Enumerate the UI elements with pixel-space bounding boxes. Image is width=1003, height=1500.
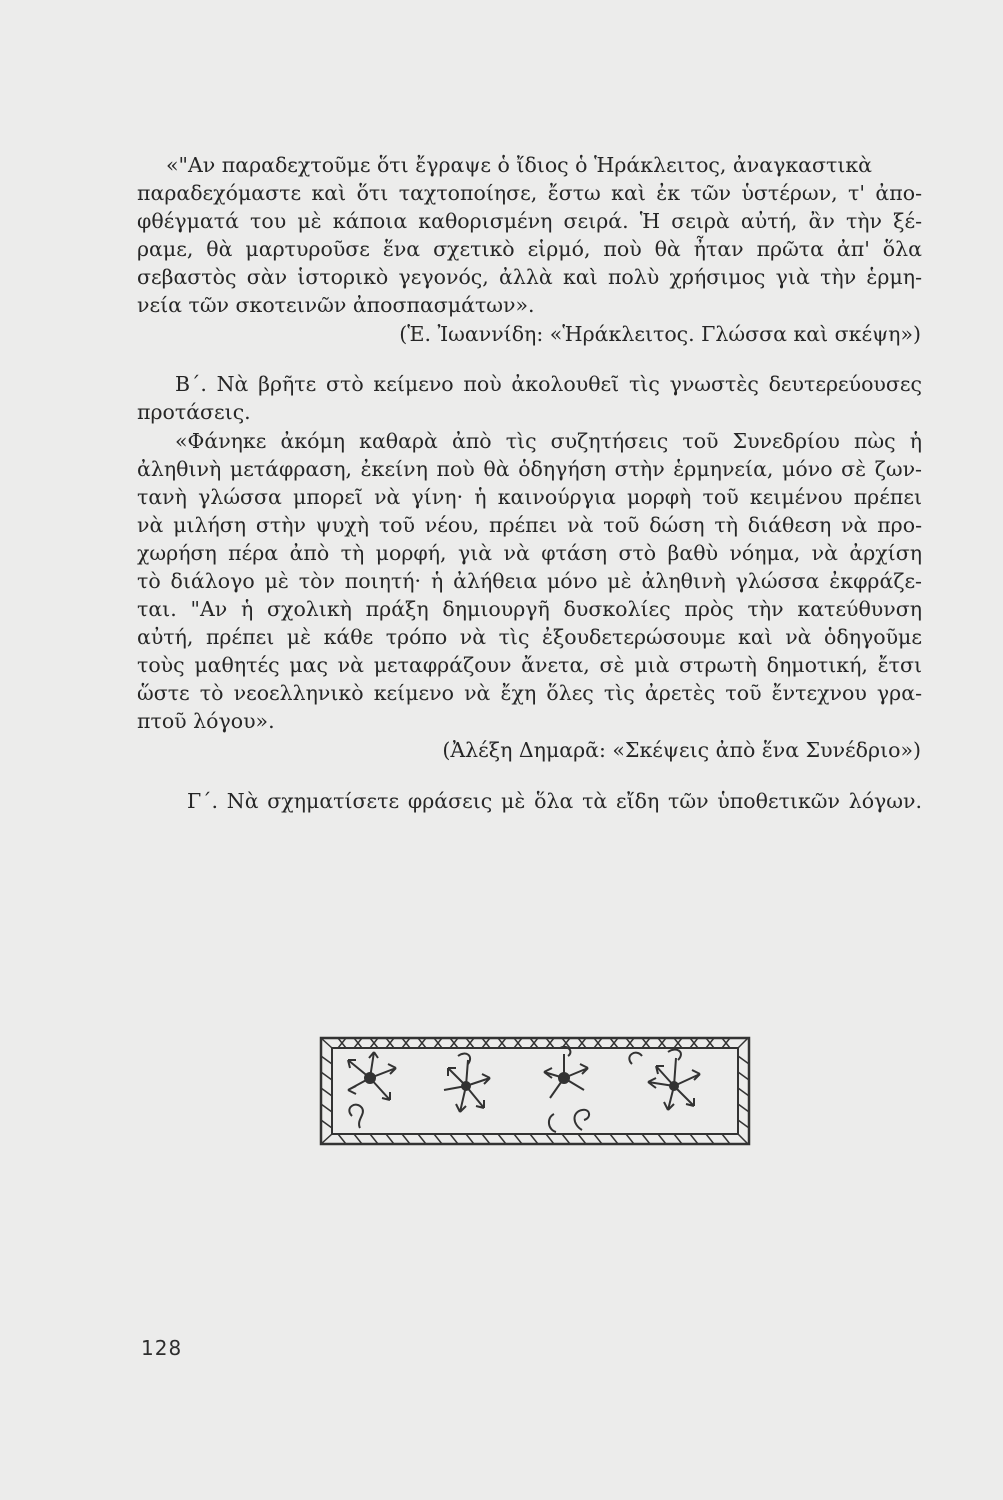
quote1-line-1: «"Αν παραδεχτοῦμε ὅτι ἔγραψε ὁ ἴδιος ὁ Ἡράκλειτος, ἀναγκαστικὰ [166,153,873,177]
decorative-floral-border-icon [318,1034,752,1148]
quote2-line-5: χωρήση πέρα ἀπὸ τὴ μορφή, γιὰ νὰ φτάση στὸ βαθὺ νόημα, νὰ ἀρχίση [137,541,922,565]
quote2-line-6: τὸ διάλογο μὲ τὸν ποιητή· ἡ ἀλήθεια μόνο μὲ ἀληθινὴ γλώσσα ἐκφράζε- [137,569,922,593]
quote2-line-4: νὰ μιλήση στὴν ψυχὴ τοῦ νέου, πρέπει νὰ τοῦ δώση τὴ διάθεση νὰ προ- [137,513,922,537]
page-number: 128 [141,1336,183,1360]
quote1-line-4: ραμε, θὰ μαρτυροῦσε ἕνα σχετικὸ εἱρμό, ποὺ θὰ ἦταν πρῶτα ἀπ' ὅλα [137,237,922,261]
quote1-line-5: σεβαστὸς σὰν ἱστορικὸ γεγονός, ἀλλὰ καὶ πολὺ χρήσιμος γιὰ τὴν ἑρμη- [137,265,922,289]
exercise-b-line-1: Β΄. Νὰ βρῆτε στὸ κείμενο ποὺ ἀκολουθεῖ τὶς γνωστὲς δευτερεύουσες [175,372,922,396]
quote1-line-6: νεία τῶν σκοτεινῶν ἀποσπασμάτων». [137,293,535,317]
quote2-line-3: τανὴ γλώσσα μπορεῖ νὰ γίνη· ἡ καινούργια μορφὴ τοῦ κειμένου πρέπει [137,485,922,509]
quote2-line-8: αὐτή, πρέπει μὲ κάθε τρόπο νὰ τὶς ἐξουδετερώσουμε καὶ νὰ ὁδηγοῦμε [137,625,922,649]
quote1-line-3: φθέγματά του μὲ κάποια καθορισμένη σειρά. Ἡ σειρὰ αὐτή, ἂν τὴν ξέ- [137,209,922,233]
exercise-b-line-2: προτάσεις. [137,400,251,424]
quote2-line-7: ται. "Αν ἡ σχολικὴ πράξη δημιουργῆ δυσκολίες πρὸς τὴν κατεύθυνση [137,597,922,621]
exercise-c: Γ΄. Νὰ σχηματίσετε φράσεις μὲ ὅλα τὰ εἴδη τῶν ὑποθετικῶν λόγων. [187,789,922,813]
quote2-attribution: (Ἀλέξη Δημαρᾶ: «Σκέψεις ἀπὸ ἕνα Συνέδριο») [442,738,921,762]
quote1-line-2: παραδεχόμαστε καὶ ὅτι ταχτοποίησε, ἔστω καὶ ἐκ τῶν ὑστέρων, τ' ἀπο- [137,181,922,205]
quote2-line-9: τοὺς μαθητές μας νὰ μεταφράζουν ἄνετα, σὲ μιὰ στρωτὴ δημοτική, ἔτσι [137,653,922,677]
quote1-attribution: (Ἑ. Ἰωαννίδη: «Ἡράκλειτος. Γλώσσα καὶ σκέψη») [399,322,921,346]
quote2-line-1: «Φάνηκε ἀκόμη καθαρὰ ἀπὸ τὶς συζητήσεις τοῦ Συνεδρίου πὼς ἡ [175,429,922,453]
quote2-line-2: ἀληθινὴ μετάφραση, ἐκείνη ποὺ θὰ ὁδηγήση στὴν ἑρμηνεία, μόνο σὲ ζων- [137,457,922,481]
quote2-line-11: πτοῦ λόγου». [137,709,275,733]
quote2-line-10: ὥστε τὸ νεοελληνικὸ κείμενο νὰ ἔχη ὅλες τὶς ἀρετὲς τοῦ ἔντεχνου γρα- [137,681,922,705]
